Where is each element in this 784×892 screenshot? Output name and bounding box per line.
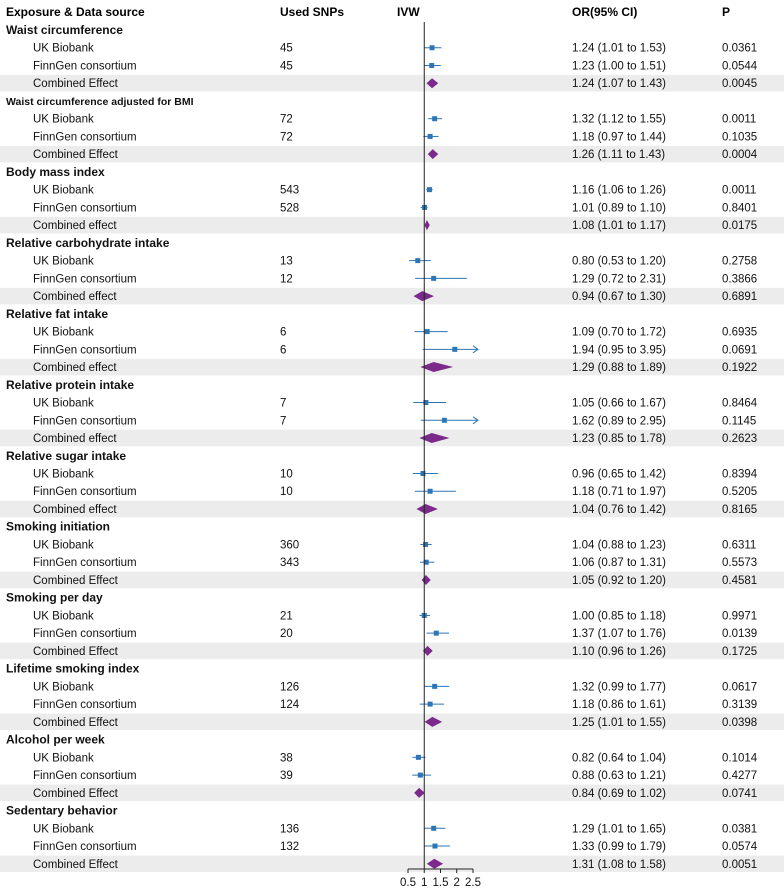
or-ci-text: 1.16 (1.06 to 1.26) <box>572 184 666 197</box>
snp-count: 45 <box>280 42 293 55</box>
or-ci-text: 1.32 (1.12 to 1.55) <box>572 113 666 126</box>
p-value: 0.0544 <box>722 60 758 73</box>
group-title: Waist circumference adjusted for BMI <box>6 95 194 108</box>
data-source-label: FinnGen consortium <box>33 557 137 570</box>
data-source-label: FinnGen consortium <box>33 841 137 854</box>
snp-count: 528 <box>280 202 300 215</box>
p-value: 0.0361 <box>722 42 758 55</box>
or-ci-text: 1.25 (1.01 to 1.55) <box>572 716 666 729</box>
snp-count: 124 <box>280 699 300 712</box>
snp-count: 45 <box>280 60 293 73</box>
or-ci-text: 1.18 (0.86 to 1.61) <box>572 699 666 712</box>
snp-count: 13 <box>280 255 293 268</box>
or-ci-text: 1.01 (0.89 to 1.10) <box>572 202 666 215</box>
data-source-label: Combined effect <box>33 503 117 516</box>
p-value: 0.8464 <box>722 397 758 410</box>
or-ci-text: 0.94 (0.67 to 1.30) <box>572 291 666 304</box>
p-value: 0.0011 <box>722 113 757 126</box>
or-ci-text: 1.23 (1.00 to 1.51) <box>572 60 666 73</box>
or-ci-text: 1.18 (0.97 to 1.44) <box>572 131 666 144</box>
or-ci-text: 1.62 (0.89 to 2.95) <box>572 415 666 428</box>
or-ci-text: 1.08 (1.01 to 1.17) <box>572 220 666 233</box>
or-ci-text: 1.05 (0.66 to 1.67) <box>572 397 666 410</box>
p-value: 0.1035 <box>722 131 758 144</box>
p-value: 0.9971 <box>722 610 758 623</box>
or-ci-text: 1.26 (1.11 to 1.43) <box>572 149 666 162</box>
p-value: 0.6935 <box>722 326 758 339</box>
or-ci-text: 0.84 (0.69 to 1.02) <box>572 787 666 800</box>
data-source-label: Combined effect <box>33 433 117 446</box>
snp-count: 360 <box>280 539 300 552</box>
point-estimate-marker <box>425 329 430 334</box>
p-value: 0.0139 <box>722 628 758 641</box>
data-source-label: UK Biobank <box>33 468 94 481</box>
snp-count: 21 <box>280 610 293 623</box>
data-source-label: UK Biobank <box>33 397 94 410</box>
p-value: 0.2623 <box>722 433 758 446</box>
data-source-label: UK Biobank <box>33 326 94 339</box>
p-value: 0.0574 <box>722 841 758 854</box>
p-value: 0.1725 <box>722 645 758 658</box>
p-value: 0.4277 <box>722 770 758 783</box>
point-estimate-marker <box>431 276 436 281</box>
header-row <box>6 5 730 19</box>
x-tick-label: 2.5 <box>465 877 481 889</box>
snp-count: 10 <box>280 486 293 499</box>
point-estimate-marker <box>428 702 433 707</box>
group-title: Relative fat intake <box>6 306 109 321</box>
data-source-label: FinnGen consortium <box>33 60 137 73</box>
point-estimate-marker <box>432 844 437 849</box>
point-estimate-marker <box>428 489 433 494</box>
data-source-label: Combined effect <box>33 291 117 304</box>
or-ci-text: 1.04 (0.88 to 1.23) <box>572 539 666 552</box>
data-source-label: FinnGen consortium <box>33 202 137 215</box>
or-ci-text: 1.31 (1.08 to 1.58) <box>572 858 666 871</box>
or-ci-text: 1.29 (0.88 to 1.89) <box>572 362 666 375</box>
point-estimate-marker <box>415 258 420 263</box>
snp-count: 38 <box>280 752 293 765</box>
snp-count: 12 <box>280 273 293 286</box>
data-source-label: Combined Effect <box>33 574 118 587</box>
combined-row-band <box>0 288 784 305</box>
snp-count: 126 <box>280 681 300 694</box>
or-ci-text: 1.23 (0.85 to 1.78) <box>572 433 666 446</box>
data-source-label: Combined effect <box>33 362 117 375</box>
p-value: 0.8401 <box>722 202 758 215</box>
data-source-label: FinnGen consortium <box>33 273 137 286</box>
data-source-label: Combined Effect <box>33 149 118 162</box>
p-value: 0.1014 <box>722 752 758 765</box>
group-title: Alcohol per week <box>6 732 105 747</box>
header-method: IVW <box>397 5 420 19</box>
p-value: 0.1922 <box>722 362 758 375</box>
point-estimate-marker <box>429 63 434 68</box>
or-ci-text: 1.10 (0.96 to 1.26) <box>572 645 666 658</box>
point-estimate-marker <box>428 134 433 139</box>
point-estimate-marker <box>416 755 421 760</box>
or-ci-text: 1.04 (0.76 to 1.42) <box>572 503 666 516</box>
or-ci-text: 1.94 (0.95 to 3.95) <box>572 344 666 357</box>
p-value: 0.0691 <box>722 344 758 357</box>
point-estimate-marker <box>431 826 436 831</box>
p-value: 0.8165 <box>722 503 758 516</box>
group-title: Lifetime smoking index <box>6 661 140 676</box>
p-value: 0.0045 <box>722 78 758 91</box>
or-ci-text: 1.32 (0.99 to 1.77) <box>572 681 666 694</box>
header-or-ci: OR(95% CI) <box>572 5 638 19</box>
data-source-label: UK Biobank <box>33 42 94 55</box>
group-title: Waist circumference <box>6 23 123 37</box>
p-value: 0.0175 <box>722 220 758 233</box>
data-source-label: UK Biobank <box>33 255 94 268</box>
snp-count: 72 <box>280 113 293 126</box>
group-title: Smoking initiation <box>6 519 110 534</box>
point-estimate-marker <box>432 116 437 121</box>
snp-count: 7 <box>280 397 287 410</box>
group-title: Relative carbohydrate intake <box>6 235 170 250</box>
p-value: 0.5573 <box>722 557 758 570</box>
point-estimate-marker <box>442 418 447 423</box>
p-value: 0.5205 <box>722 486 758 499</box>
x-tick-label: 2 <box>453 877 460 889</box>
data-source-label: FinnGen consortium <box>33 486 137 499</box>
combined-row-band <box>0 217 784 234</box>
p-value: 0.0381 <box>722 823 758 836</box>
p-value: 0.6311 <box>722 539 757 552</box>
or-ci-text: 1.09 (0.70 to 1.72) <box>572 326 666 339</box>
group-title: Body mass index <box>6 164 105 179</box>
or-ci-text: 1.00 (0.85 to 1.18) <box>572 610 666 623</box>
snp-count: 10 <box>280 468 293 481</box>
header-p: P <box>722 5 731 19</box>
p-value: 0.3866 <box>722 273 758 286</box>
data-source-label: UK Biobank <box>33 610 94 623</box>
or-ci-text: 1.05 (0.92 to 1.20) <box>572 574 666 587</box>
snp-count: 39 <box>280 770 293 783</box>
data-source-label: FinnGen consortium <box>33 770 137 783</box>
or-ci-text: 1.06 (0.87 to 1.31) <box>572 557 666 570</box>
p-value: 0.4581 <box>722 574 758 587</box>
group-title: Smoking per day <box>6 590 103 605</box>
group-title: Sedentary behavior <box>6 803 118 818</box>
data-source-label: FinnGen consortium <box>33 131 137 144</box>
p-value: 0.0011 <box>722 184 757 197</box>
or-ci-text: 0.82 (0.64 to 1.04) <box>572 752 666 765</box>
data-source-label: Combined Effect <box>33 645 118 658</box>
p-value: 0.6891 <box>722 291 758 304</box>
combined-row-bands <box>0 75 784 872</box>
data-source-label: Combined Effect <box>33 787 118 800</box>
data-source-label: FinnGen consortium <box>33 628 137 641</box>
snp-count: 72 <box>280 131 293 144</box>
point-estimate-marker <box>427 187 432 192</box>
header-exposure: Exposure & Data source <box>6 5 145 19</box>
snp-count: 6 <box>280 326 287 339</box>
group-title: Relative protein intake <box>6 377 135 392</box>
x-tick-label: 1.5 <box>432 877 449 889</box>
or-ci-text: 0.80 (0.53 to 1.20) <box>572 255 666 268</box>
p-value: 0.2758 <box>722 255 758 268</box>
or-ci-text: 0.88 (0.63 to 1.21) <box>572 770 666 783</box>
p-value: 0.0051 <box>722 858 758 871</box>
x-tick-label: 1 <box>421 877 428 889</box>
data-source-label: UK Biobank <box>33 823 94 836</box>
data-source-label: Combined Effect <box>33 78 118 91</box>
or-ci-text: 1.24 (1.07 to 1.43) <box>572 78 666 91</box>
snp-count: 136 <box>280 823 300 836</box>
data-source-label: Combined Effect <box>33 858 118 871</box>
p-value: 0.1145 <box>722 415 757 428</box>
point-estimate-marker <box>430 45 435 50</box>
snp-count: 7 <box>280 415 287 428</box>
or-ci-text: 1.24 (1.01 to 1.53) <box>572 42 666 55</box>
group-title: Relative sugar intake <box>6 448 127 463</box>
data-source-label: FinnGen consortium <box>33 415 137 428</box>
data-source-label: UK Biobank <box>33 539 94 552</box>
p-value: 0.0398 <box>722 716 758 729</box>
data-source-label: Combined effect <box>33 220 117 233</box>
combined-row-band <box>0 430 784 447</box>
data-source-label: UK Biobank <box>33 752 94 765</box>
point-estimate-marker <box>452 347 457 352</box>
snp-count: 543 <box>280 184 300 197</box>
p-value: 0.8394 <box>722 468 758 481</box>
data-source-label: UK Biobank <box>33 113 94 126</box>
or-ci-text: 0.96 (0.65 to 1.42) <box>572 468 666 481</box>
snp-count: 132 <box>280 841 300 854</box>
snp-count: 343 <box>280 557 300 570</box>
or-ci-text: 1.29 (0.72 to 2.31) <box>572 273 666 286</box>
p-value: 0.0617 <box>722 681 758 694</box>
combined-row-band <box>0 359 784 376</box>
or-ci-text: 1.33 (0.99 to 1.79) <box>572 841 666 854</box>
data-source-label: UK Biobank <box>33 184 94 197</box>
combined-row-band <box>0 501 784 518</box>
snp-count: 20 <box>280 628 293 641</box>
data-source-label: UK Biobank <box>33 681 94 694</box>
point-estimate-marker <box>418 773 423 778</box>
point-estimate-marker <box>434 631 439 636</box>
point-estimate-marker <box>432 684 437 689</box>
x-tick-label: 0.5 <box>400 877 416 889</box>
p-value: 0.0741 <box>722 787 758 800</box>
data-source-label: FinnGen consortium <box>33 699 137 712</box>
or-ci-text: 1.29 (1.01 to 1.65) <box>572 823 666 836</box>
snp-count: 6 <box>280 344 287 357</box>
p-value: 0.0004 <box>722 149 758 162</box>
or-ci-text: 1.18 (0.71 to 1.97) <box>572 486 666 499</box>
data-source-label: FinnGen consortium <box>33 344 137 357</box>
p-value: 0.3139 <box>722 699 758 712</box>
data-source-label: Combined Effect <box>33 716 118 729</box>
header-snps: Used SNPs <box>280 5 345 19</box>
or-ci-text: 1.37 (1.07 to 1.76) <box>572 628 666 641</box>
